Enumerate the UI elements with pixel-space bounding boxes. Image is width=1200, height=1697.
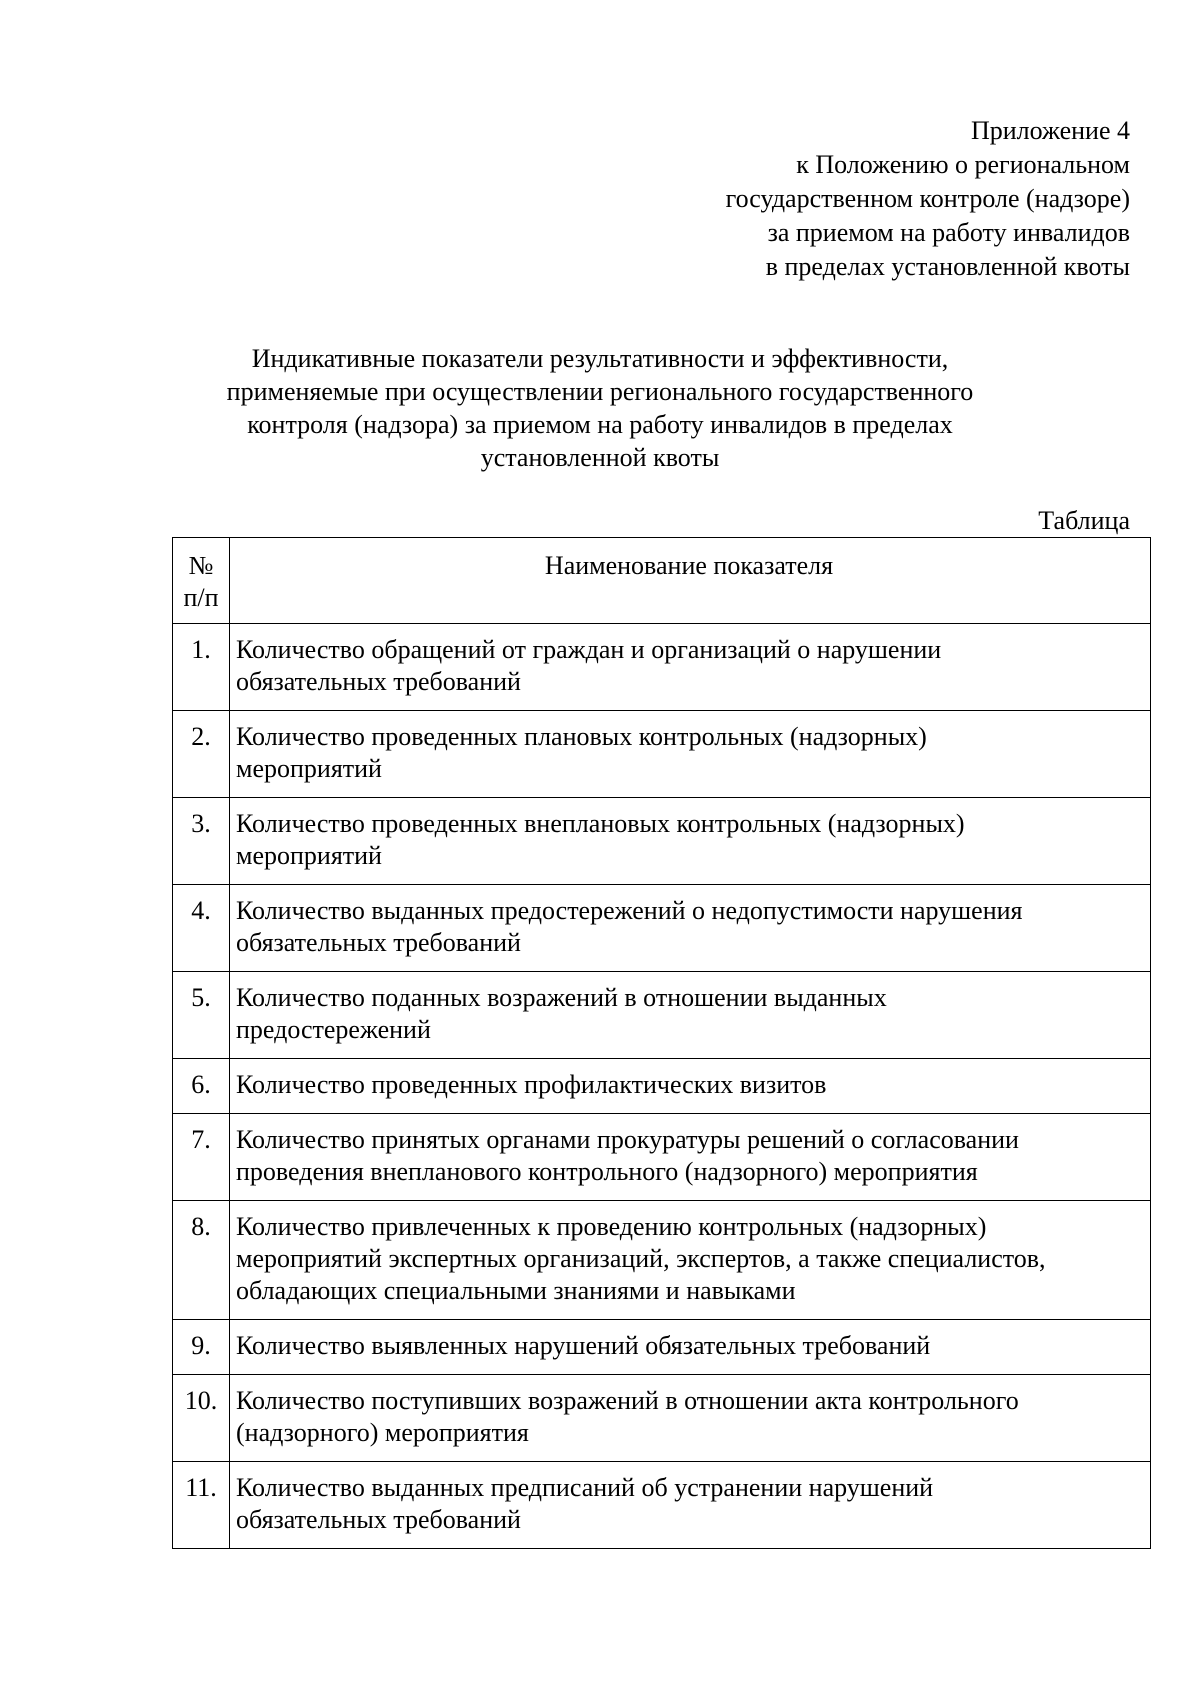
title-line: применяемые при осуществлении регионального государственного — [226, 377, 974, 406]
row-text-line: Количество выданных предписаний об устранении нарушений — [236, 1473, 934, 1502]
row-text-line: обязательных требований — [236, 928, 521, 957]
row-indicator-name — [230, 1462, 1151, 1549]
appendix-line: за приемом на работу инвалидов — [767, 218, 1130, 247]
row-number: 11. — [173, 1462, 230, 1549]
table-row — [173, 624, 1151, 711]
row-indicator-name — [230, 711, 1151, 798]
row-indicator-name — [230, 1375, 1151, 1462]
appendix-block — [726, 114, 1130, 284]
row-text-line: Количество поданных возражений в отношении выданных — [236, 983, 887, 1012]
header-number-symbol: № — [188, 551, 214, 580]
row-number: 9. — [173, 1320, 230, 1375]
appendix-line: государственном контроле (надзоре) — [725, 184, 1130, 213]
table-row — [173, 1059, 1151, 1114]
table-row — [173, 798, 1151, 885]
table-header-row — [173, 538, 1151, 624]
row-text-line: Количество поступивших возражений в отношении акта контрольного — [236, 1386, 1019, 1415]
row-number: 2. — [173, 711, 230, 798]
table-row — [173, 1320, 1151, 1375]
table-row — [173, 1375, 1151, 1462]
row-indicator-name — [230, 1201, 1151, 1320]
table-row — [173, 972, 1151, 1059]
row-text-line: Количество проведенных внеплановых контрольных (надзорных) — [236, 809, 965, 838]
row-text-line: проведения внепланового контрольного (надзорного) мероприятия — [236, 1157, 978, 1186]
title-line: установленной квоты — [480, 443, 720, 472]
row-indicator-name — [230, 1114, 1151, 1201]
row-indicator-name — [230, 624, 1151, 711]
table-row — [173, 885, 1151, 972]
row-text-line: Количество принятых органами прокуратуры решений о согласовании — [236, 1125, 1019, 1154]
appendix-line: к Положению о региональном — [796, 150, 1130, 179]
table-row — [173, 1462, 1151, 1549]
header-number-cell — [173, 538, 230, 624]
row-number: 3. — [173, 798, 230, 885]
row-indicator-name — [230, 1320, 1151, 1375]
row-number: 4. — [173, 885, 230, 972]
table-row — [173, 1201, 1151, 1320]
row-text-line: обладающих специальными знаниями и навыками — [236, 1276, 796, 1305]
row-number: 10. — [173, 1375, 230, 1462]
header-name-cell: Наименование показателя — [230, 538, 1151, 624]
row-text-line: (надзорного) мероприятия — [236, 1418, 529, 1447]
appendix-line: Приложение 4 — [970, 116, 1130, 145]
row-text-line: Количество выданных предостережений о недопустимости нарушения — [236, 896, 1023, 925]
row-text-line: обязательных требований — [236, 1505, 521, 1534]
row-number: 6. — [173, 1059, 230, 1114]
row-text-line: Количество проведенных профилактических визитов — [236, 1070, 827, 1099]
indicators-table — [172, 537, 1151, 1549]
document-title — [0, 342, 1200, 474]
row-text-line: Количество обращений от граждан и организаций о нарушении — [236, 635, 942, 664]
row-text-line: мероприятий — [236, 841, 382, 870]
row-indicator-name — [230, 885, 1151, 972]
header-number-abbrev: п/п — [183, 583, 219, 612]
table-row — [173, 711, 1151, 798]
row-indicator-name — [230, 798, 1151, 885]
row-indicator-name — [230, 1059, 1151, 1114]
row-number: 8. — [173, 1201, 230, 1320]
row-text-line: мероприятий экспертных организаций, экспертов, а также специалистов, — [236, 1244, 1046, 1273]
row-text-line: Количество выявленных нарушений обязательных требований — [236, 1331, 931, 1360]
row-text-line: Количество проведенных плановых контрольных (надзорных) — [236, 722, 927, 751]
row-number: 1. — [173, 624, 230, 711]
title-line: Индикативные показатели результативности и эффективности, — [251, 344, 949, 373]
row-number: 5. — [173, 972, 230, 1059]
table-row — [173, 1114, 1151, 1201]
appendix-line: в пределах установленной квоты — [765, 252, 1130, 281]
row-text-line: Количество привлеченных к проведению контрольных (надзорных) — [236, 1212, 987, 1241]
title-line: контроля (надзора) за приемом на работу инвалидов в пределах — [247, 410, 953, 439]
row-text-line: предостережений — [236, 1015, 431, 1044]
row-text-line: мероприятий — [236, 754, 382, 783]
row-text-line: обязательных требований — [236, 667, 521, 696]
row-number: 7. — [173, 1114, 230, 1201]
row-indicator-name — [230, 972, 1151, 1059]
table-caption: Таблица — [1038, 506, 1130, 535]
